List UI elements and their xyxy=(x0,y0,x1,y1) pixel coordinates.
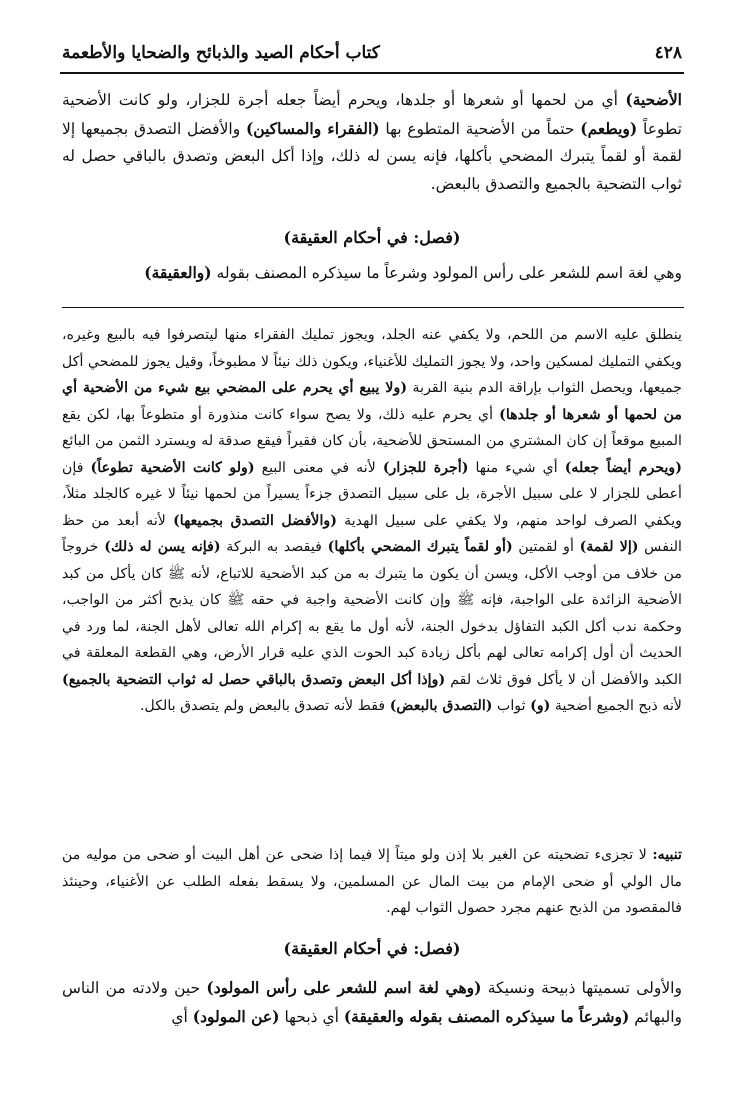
text-run: لأنه ذبح الجميع أضحية xyxy=(550,698,682,714)
section-heading: (فصل: في أحكام العقيقة) xyxy=(283,228,461,247)
section-heading-2: (فصل: في أحكام العقيقة) xyxy=(283,939,461,958)
bold-text-run: (ولو كانت الأضحية تطوعاً) xyxy=(90,459,255,476)
notice-block xyxy=(62,842,682,922)
commentary-block xyxy=(62,322,682,720)
bold-text-run: (إلا لقمة) xyxy=(579,539,639,555)
commentary-paragraph xyxy=(62,322,682,720)
bold-text-run: (فإنه يسن له ذلك) xyxy=(104,539,221,555)
text-run: حتماً من الأضحية المتطوع بها xyxy=(379,119,581,138)
text-run: لا تجزىء تضحيته عن الغير بلا إذن ولو ميتاً إلا فيما إذا ضحى عن أهل البيت أو ضحى من موليه من مال الولي أو ضحى الإمام من بيت المال عن المسلمين، ولا يسقط بفعله الطلب عن الأغنياء، وحينئذ فالمقصود من الذبح عنهم مجرد حصول الثواب لهم. xyxy=(62,847,682,916)
text-run: أي يحرم عليه ذلك، ولا يصح سواء كانت منذورة أو متطوعاً بها، لكن يقع المبيع موقعاً إن كان المشتري من المستحق للأضحية، بأن كان فقيراً فيقع صدقة له ويسترد الثمن من البائع xyxy=(62,406,682,449)
text-run: ثواب xyxy=(492,698,531,714)
bold-text-run: (والأفضل التصدق بجميعها) xyxy=(173,512,337,529)
page-number: ٤٢٨ xyxy=(654,43,682,63)
bold-text-run: (التصدق بالبعض) xyxy=(389,698,493,714)
text-run: خروجاً من خلاف من أوجب الأكل، ويسن أن يكون ما يتبرك به من كبد الأضحية للاتباع، لأنه ﷺ كان يأكل من كبد الأضحية الزائدة على الواجبة، فإنه ﷺ وإن كانت الأضحية واجبة في حقه ﷺ كان يذبح أكثر من الواجب، وحكمة ندب أكل الكبد التفاؤل بدخول الجنة، لأنه أول ما يقع به إكرام الله تعالى لأهل الجنة، لما ورد في الحديث أن أول إكرامه تعالى لهم بأكل زيادة كبد الحوت الذي عليه قرار الأرض، وهي القطعة المعلقة في الكبد والأفضل أن لا يأكل فوق ثلاث لقم xyxy=(62,539,682,688)
text-run: لأنه في معنى البيع xyxy=(254,459,383,476)
text-run: أي ذبحها xyxy=(279,1007,344,1026)
text-run: فقط لأنه تصدق بالبعض ولم يتصدق بالكل. xyxy=(139,698,390,714)
separator-rule xyxy=(62,307,684,308)
text-run: فإن أعطى للجزار لا على سبيل الأجرة، بل على سبيل التصدق جزءاً يسيراً من لحمها نيئاً لا غيره كالجلد مثلاً، ويكفي الصرف لواحد منهم، ولا يكفي على سبيل الهدية xyxy=(62,459,682,529)
bold-text-run: (ويطعم) xyxy=(580,118,638,138)
bold-text-run: (الفقراء والمساكين) xyxy=(245,118,380,138)
bold-text-run: (عن المولود) xyxy=(192,1006,280,1026)
text-run: أي من لحمها أو شعرها أو جلدها، ويحرم أيضاً جعله أجرة للجزار، ولو كانت الأضحية تطوعاً xyxy=(62,91,682,138)
bold-text-run: (وإذا أكل البعض وتصدق بالباقي حصل له ثواب التضحية بالجميع) xyxy=(62,671,446,688)
running-title: كتاب أحكام الصيد والذبائح والضحايا والأطعمة xyxy=(62,43,380,63)
bold-text-run: (والعقيقة) xyxy=(144,263,212,282)
text-run: ينطلق عليه الاسم من اللحم، ولا يكفي عنه الجلد، ويجوز تمليك الفقراء منها ليتصرفوا فيه بالبيع وغيره، ويكفي التمليك لمسكين واحد، ولا يجوز التمليك للأغنياء، ويكون ذلك نيئاً لا مطبوخاً، وقيل يجوز للمضحي أكل جميعها، ويحصل الثواب بإراقة الدم بنية القربة xyxy=(62,327,682,396)
final-paragraph xyxy=(62,974,682,1031)
text-run: أو لقمتين xyxy=(512,539,580,555)
bold-text-run: الأضحية) xyxy=(625,90,682,109)
bold-text-run: تنبيه: xyxy=(652,847,682,863)
bold-text-run: (ويحرم أيضاً جعله) xyxy=(564,459,682,476)
main-text-block xyxy=(62,86,682,198)
bold-text-run: (أجرة للجزار) xyxy=(382,459,469,476)
bold-text-run: (ولا يبيع أي يحرم على المضحي بيع شيء من الأضحية أي من لحمها أو شعرها أو جلدها) xyxy=(62,380,683,423)
text-run: لأنه أبعد من حظ النفس xyxy=(62,512,682,555)
page-header xyxy=(62,40,682,66)
section-paragraph xyxy=(62,259,682,288)
bold-text-run: (وهي لغة اسم للشعر على رأس المولود) xyxy=(206,978,482,997)
text-run: حين ولادته من الناس والبهائم xyxy=(62,979,682,1026)
text-run: وهي لغة اسم للشعر على رأس المولود وشرعاً ما سيذكره المصنف بقوله xyxy=(211,264,682,282)
bold-text-run: (أو لقماً يتبرك المضحي بأكلها) xyxy=(327,539,513,555)
bold-text-run: (و) xyxy=(530,698,551,714)
text-run: أي xyxy=(171,1007,193,1026)
text-run: والأفضل التصدق بجميعها إلا لقمة أو لقماً يتبرك المضحي بأكلها، فإنه يسن له ذلك، وإذا أكل البعض وتصدق بالباقي حصل له ثواب التضحية بالجميع والتصدق بالبعض. xyxy=(62,119,682,193)
text-run: أي شيء منها xyxy=(468,459,565,476)
section-text-block xyxy=(62,259,682,288)
text-run: والأولى تسميتها ذبيحة ونسيكة xyxy=(481,979,682,997)
bold-text-run: (وشرعاً ما سيذكره المصنف بقوله والعقيقة) xyxy=(343,1006,630,1026)
text-run: فيقصد به البركة xyxy=(220,539,328,555)
header-rule xyxy=(60,72,684,74)
final-text-block xyxy=(62,974,682,1031)
main-paragraph xyxy=(62,86,682,198)
notice-paragraph xyxy=(62,842,682,922)
